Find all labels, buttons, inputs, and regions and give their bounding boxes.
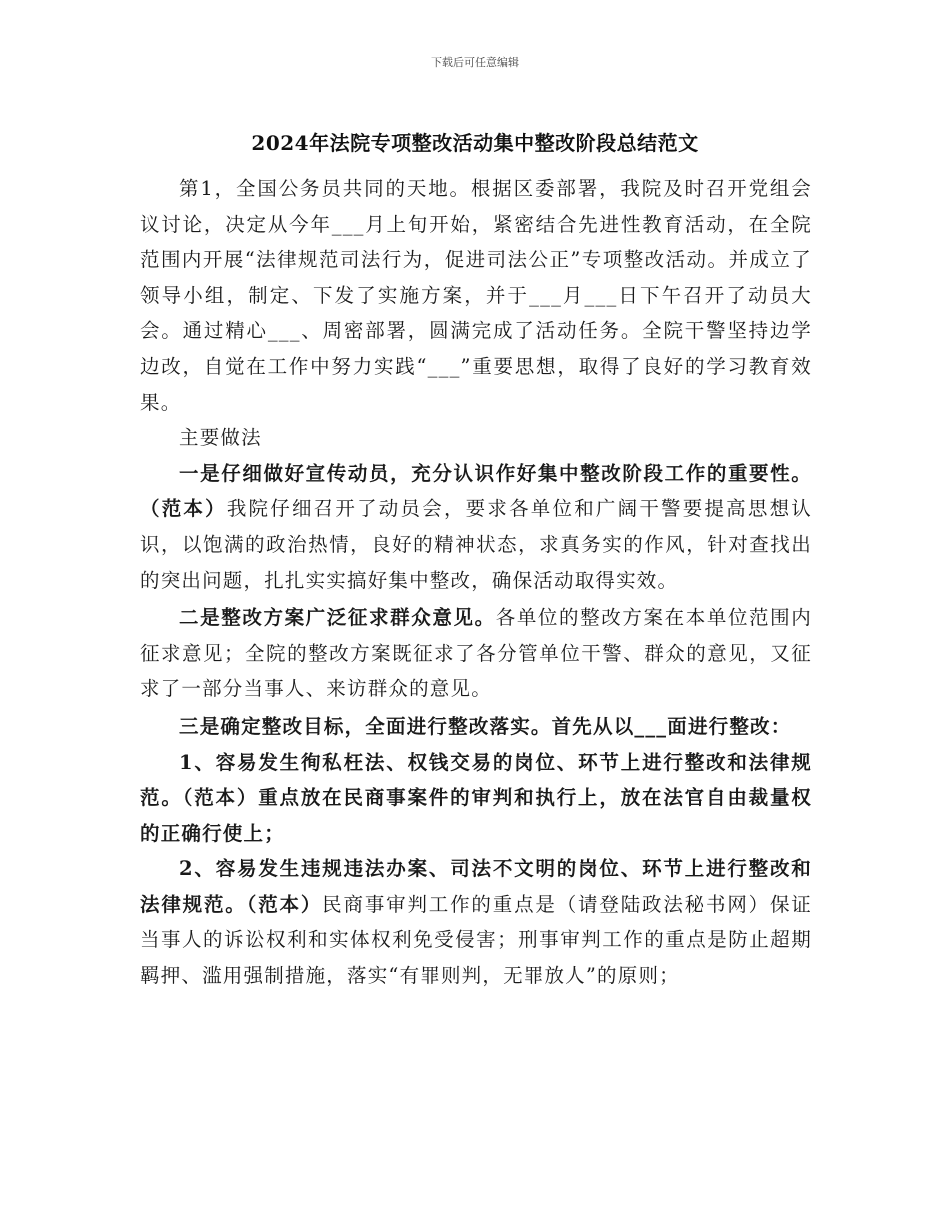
paragraph-point-one (140, 456, 812, 598)
document-title: 2024年法院专项整改活动集中整改阶段总结范文 (251, 131, 699, 155)
point-two-text: 各单位的整改方案在本单位范围内征求意见；全院的整改方案既征求了各分管单位干警、群众的意见，又征求了一部分当事人、来访群众的意见。 (140, 606, 812, 701)
paragraph-intro: 第1，全国公务员共同的天地。根据区委部署，我院及时召开党组会议讨论，决定从今年___月上旬开始，紧密结合先进性教育活动，在全院范围内开展“法律规范司法行为，促进司法公正”专项整改活动。并成立了领导小组，制定、下发了实施方案，并于___月___日下午召开了动员大会。通过精心___、周密部署，圆满完成了活动任务。全院干警坚持边学边改，自觉在工作中努力实践“___”重要思想，取得了良好的学习教育效果。 (140, 177, 812, 414)
page-header-note: 下载后可任意编辑 (431, 56, 519, 69)
point-one-heading: 一是仔细做好宣传动员，充分认识作好集中整改阶段工作的重要性。（范本） (140, 461, 812, 521)
item-two-heading: 2、容易发生违规违法办案、司法不文明的岗位、环节上进行整改和法律规范。（范本） (140, 857, 812, 916)
paragraph-main-methods-heading: 主要做法 (179, 426, 262, 450)
paragraph-item-two (140, 851, 812, 993)
paragraph-point-three: 三是确定整改目标，全面进行整改落实。首先从以___面进行整改： (179, 714, 792, 738)
point-two-heading: 二是整改方案广泛征求群众意见。 (179, 606, 496, 630)
item-two-text: 民商事审判工作的重点是（请登陆政法秘书网）保证当事人的诉讼权利和实体权利免受侵害；刑事审判工作的重点是防止超期羁押、滥用强制措施，落实“有罪则判，无罪放人”的原则； (140, 892, 812, 988)
paragraph-item-one: 1、容易发生徇私枉法、权钱交易的岗位、环节上进行整改和法律规范。（范本）重点放在民商事案件的审判和执行上，放在法官自由裁量权的正确行使上； (140, 750, 812, 845)
paragraph-point-two (140, 600, 812, 707)
point-one-text: 我院仔细召开了动员会，要求各单位和广阔干警要提高思想认识，以饱满的政治热情，良好的精神状态，求真务实的作风，针对查找出的突出问题，扎扎实实搞好集中整改，确保活动取得实效。 (140, 497, 812, 592)
document-body (140, 171, 812, 994)
